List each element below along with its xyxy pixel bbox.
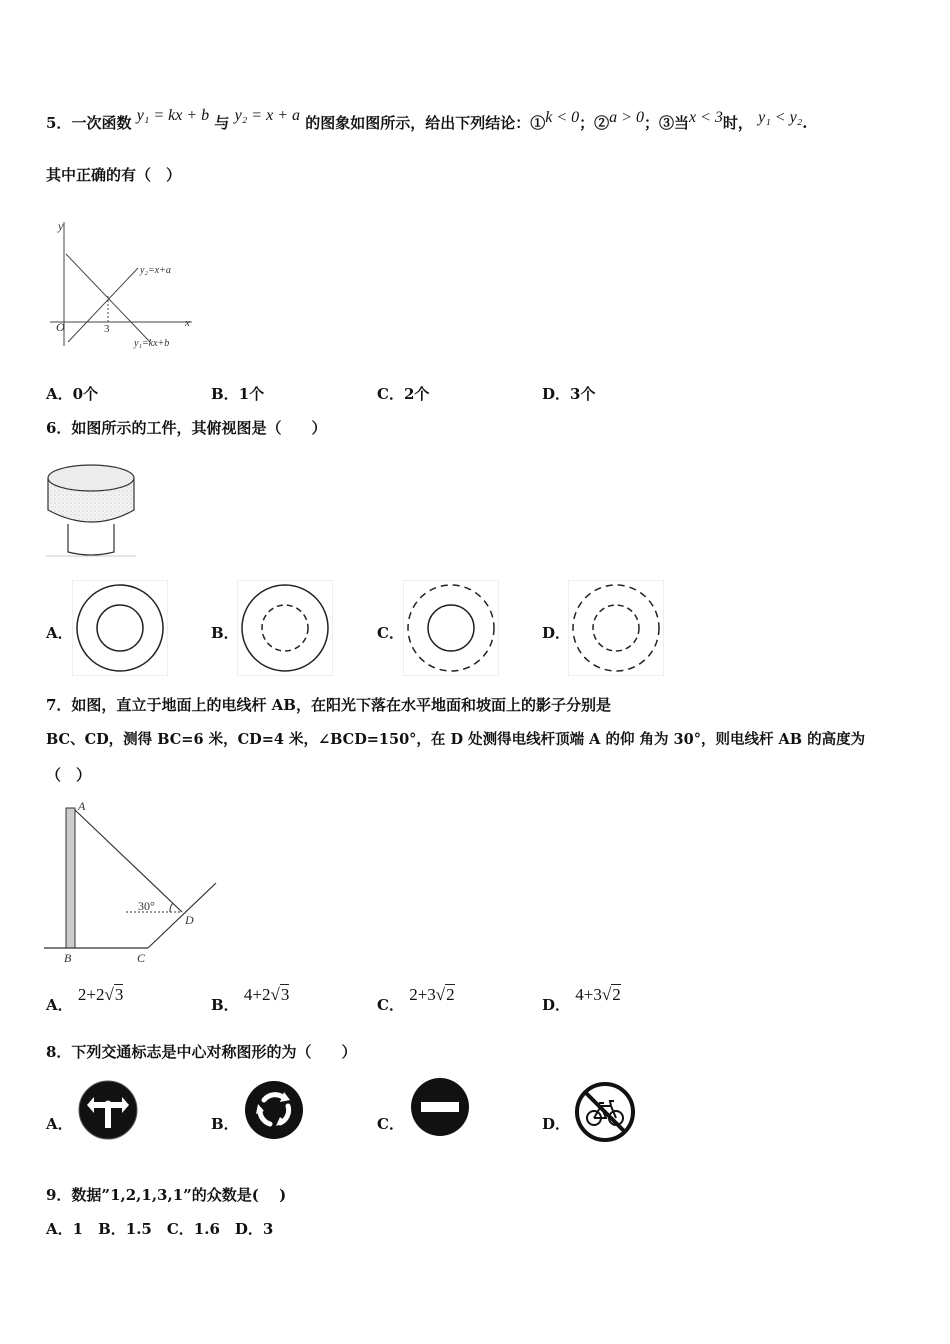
q5-x-label: x [185, 317, 190, 329]
q5-y-label: y [58, 219, 64, 233]
q5-origin: O [56, 320, 65, 334]
q8-option-c[interactable]: C． [377, 1115, 404, 1133]
q5-line2: 其中正确的有（ ） [46, 166, 182, 184]
q8-sign-roundabout-icon[interactable] [244, 1080, 304, 1140]
q6-option-c[interactable]: C． [377, 624, 404, 642]
q5-tick-3: 3 [104, 323, 110, 335]
q7-stem-line2: BC、CD，测得 BC=6 米，CD=4 米，∠BCD=150°，在 D 处测得电线杆顶端 A 的仰 角为 30°，则电线杆 AB 的高度为 [46, 731, 866, 748]
q7-option-c[interactable]: C． 2+3√2 [377, 985, 455, 1014]
q7-option-d[interactable]: D． 4+3√2 [542, 985, 621, 1014]
q6-option-b[interactable]: B． [211, 624, 239, 642]
q6-option-a[interactable]: A． [46, 624, 73, 642]
q7-sun-ray [75, 810, 182, 912]
q6-option-d[interactable]: D． [542, 624, 571, 642]
q6-stem: 6．如图所示的工件，其俯视图是（ ） [46, 419, 327, 437]
q6-workpiece-figure [46, 458, 138, 558]
q8-option-b[interactable]: B． [211, 1115, 239, 1133]
q5-option-d[interactable]: D．3个 [542, 385, 596, 403]
q6-option-c-figure[interactable] [403, 580, 499, 676]
q7-label-c: C [137, 951, 146, 965]
q5-eq2: y₂ = x + a [234, 107, 300, 124]
q8-sign-turn-icon[interactable] [78, 1080, 138, 1140]
q6-option-d-figure[interactable] [568, 580, 664, 676]
q5-option-b[interactable]: B．1个 [211, 385, 265, 403]
q7-label-d: D [185, 913, 194, 927]
q8-sign-no-entry-icon[interactable] [410, 1077, 470, 1137]
q8-option-a[interactable]: A． [46, 1115, 73, 1133]
q5-label-y1: y₁=kx+b [134, 338, 170, 349]
q7-slope [148, 883, 216, 948]
q5-option-c[interactable]: C．2个 [377, 385, 430, 403]
q7-stem-line3: （ ） [46, 766, 92, 784]
q5-eq1: y₁ = kx + b [136, 107, 210, 124]
q8-stem: 8．下列交通标志是中心对称图形的为（ ） [46, 1043, 357, 1061]
q7-option-a[interactable]: A． 2+2√3 [46, 985, 124, 1014]
q8-sign-no-bicycle-icon[interactable] [575, 1082, 635, 1142]
q7-label-a: A [78, 800, 86, 813]
q7-stem-line1: 7．如图，直立于地面上的电线杆 AB，在阳光下落在水平地面和坡面上的影子分别是 [46, 696, 611, 714]
q6-option-a-figure[interactable] [72, 580, 168, 676]
q9-stem: 9．数据”1,2,1,3,1”的众数是( ) [46, 1186, 287, 1204]
q8-option-d[interactable]: D． [542, 1115, 571, 1133]
q7-pole [66, 808, 75, 948]
q5-line-y2 [68, 268, 138, 342]
q7-option-b[interactable]: B． 4+2√3 [211, 985, 290, 1014]
q5-label-y2: y₂=x+a [140, 265, 171, 276]
q9-options[interactable]: A．1 B．1.5 C．1.6 D．3 [46, 1220, 274, 1238]
q7-angle-label: 30° [138, 899, 155, 913]
q7-figure [40, 800, 230, 970]
q5-option-a[interactable]: A．0个 [46, 385, 99, 403]
q5-stem: 5．一次函数 y₁ = kx + b 与 y₂ = x + a 的图象如图所示，给出下列结论：①k < 0；②a > 0；③当x < 3时， y₁ < y₂. [46, 107, 808, 132]
q7-label-b: B [64, 951, 72, 965]
q6-option-b-figure[interactable] [237, 580, 333, 676]
q5-graph [46, 218, 196, 358]
